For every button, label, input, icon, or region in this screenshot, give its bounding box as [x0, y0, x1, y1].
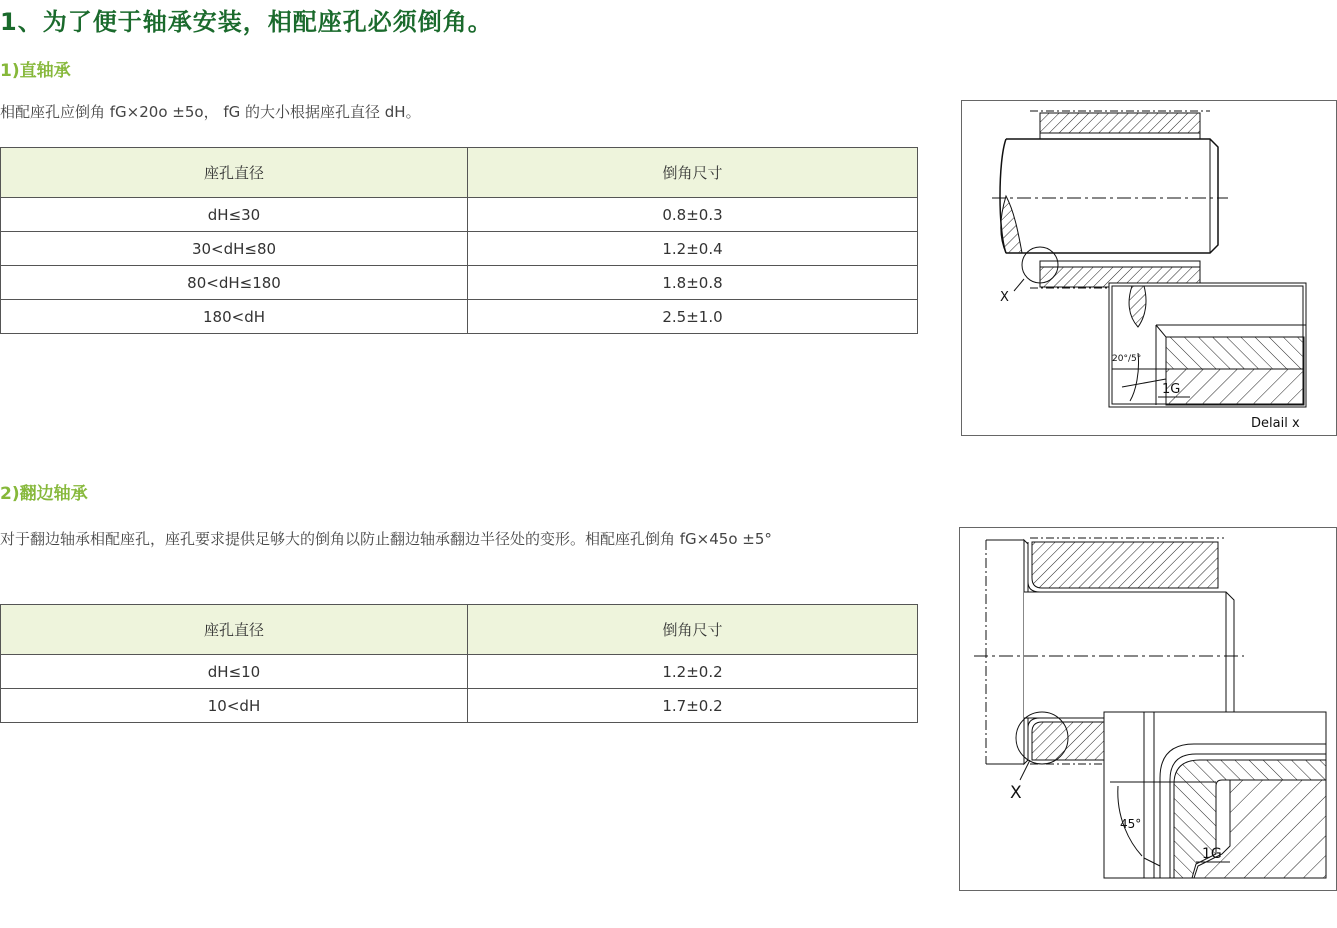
table-row [1, 198, 918, 232]
section-description-flanged-bearing: 对于翻边轴承相配座孔，座孔要求提供足够大的倒角以防止翻边轴承翻边半径处的变形。相配座孔倒角 fG×45o ±5° [0, 530, 772, 548]
table-header-row [1, 605, 918, 655]
cell-bore-diameter: 180<dH [1, 300, 468, 334]
column-header-bore-diameter: 座孔直径 [1, 605, 468, 655]
table-row [1, 232, 918, 266]
chamfer-size-label: 1G [1202, 846, 1222, 862]
cell-chamfer-size: 1.7±0.2 [468, 689, 918, 723]
chamfer-table-straight-bearing [0, 147, 918, 334]
cell-chamfer-size: 1.2±0.4 [468, 232, 918, 266]
section-heading-straight-bearing: 1)直轴承 [0, 61, 71, 81]
chamfer-angle-label: 20°/5° [1112, 354, 1142, 364]
cell-bore-diameter: dH≤10 [1, 655, 468, 689]
detail-view-caption: Delail x [1251, 416, 1300, 431]
cell-chamfer-size: 1.8±0.8 [468, 266, 918, 300]
detail-x-marker: X [1000, 290, 1009, 305]
cell-bore-diameter: 30<dH≤80 [1, 232, 468, 266]
cell-bore-diameter: 80<dH≤180 [1, 266, 468, 300]
page-title: 1、为了便于轴承安装，相配座孔必须倒角。 [0, 8, 493, 36]
chamfer-angle-label: 45° [1120, 817, 1142, 831]
chamfer-table-flanged-bearing [0, 604, 918, 723]
straight-bearing-chamfer-diagram [961, 100, 1337, 436]
table-row [1, 655, 918, 689]
chamfer-size-label: 1G [1162, 382, 1181, 397]
cell-chamfer-size: 1.2±0.2 [468, 655, 918, 689]
table-row [1, 689, 918, 723]
column-header-chamfer-size: 倒角尺寸 [468, 605, 918, 655]
section-description-straight-bearing: 相配座孔应倒角 fG×20o ±5o， fG 的大小根据座孔直径 dH。 [0, 103, 421, 121]
column-header-bore-diameter: 座孔直径 [1, 148, 468, 198]
cell-bore-diameter: 10<dH [1, 689, 468, 723]
flanged-bearing-chamfer-diagram [959, 527, 1337, 891]
cell-bore-diameter: dH≤30 [1, 198, 468, 232]
table-header-row [1, 148, 918, 198]
table-row [1, 266, 918, 300]
cell-chamfer-size: 2.5±1.0 [468, 300, 918, 334]
column-header-chamfer-size: 倒角尺寸 [468, 148, 918, 198]
detail-x-marker: X [1010, 783, 1022, 803]
cell-chamfer-size: 0.8±0.3 [468, 198, 918, 232]
table-row [1, 300, 918, 334]
section-heading-flanged-bearing: 2)翻边轴承 [0, 484, 88, 504]
